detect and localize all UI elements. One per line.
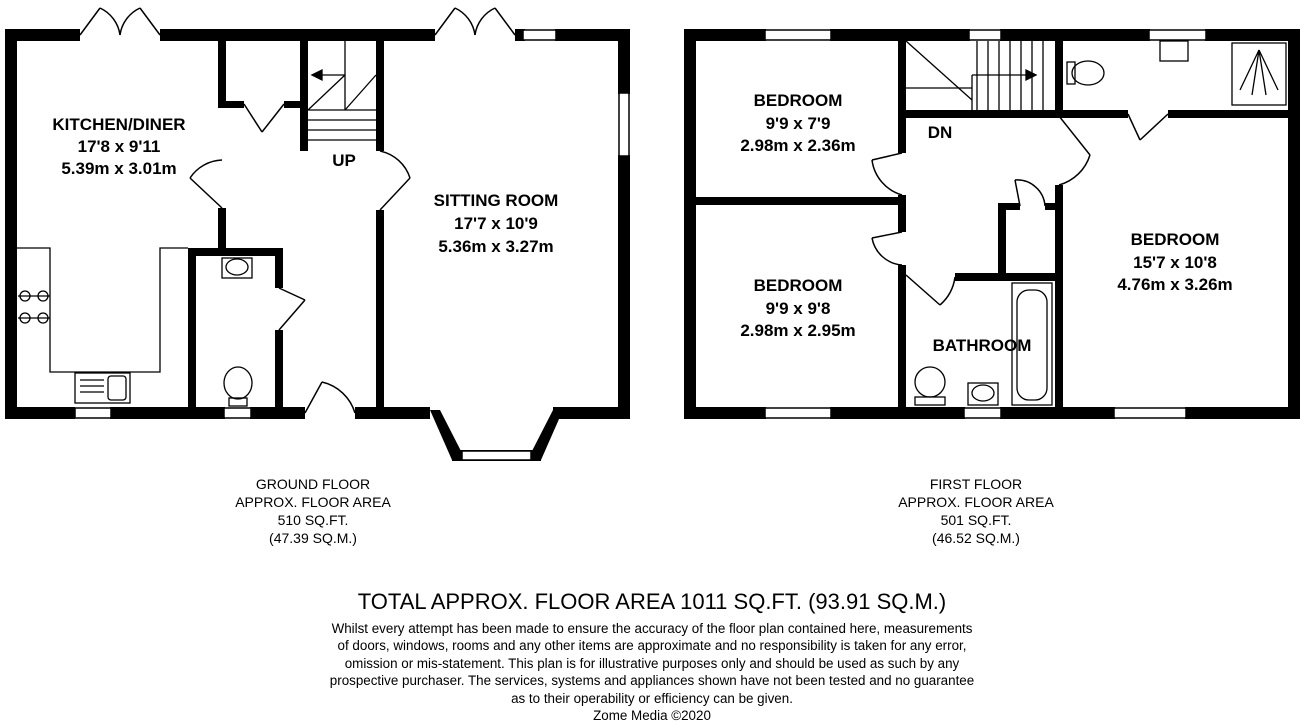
ensuite-fixtures (1067, 41, 1286, 105)
disclaimer-line: as to their operability or efficiency can be given. (511, 690, 793, 706)
svg-text:9'9 x 7'9: 9'9 x 7'9 (765, 114, 831, 133)
room-label-bathroom: BATHROOM (932, 336, 1032, 355)
toilet-icon (915, 367, 945, 397)
ground-floor-title: GROUND FLOOR (255, 476, 371, 492)
first-floor-plan (684, 29, 1300, 419)
ground-floor-sqm: (47.39 SQ.M.) (269, 530, 357, 546)
stairs-up-label: UP (332, 151, 356, 170)
svg-text:5.36m x 3.27m: 5.36m x 3.27m (438, 237, 554, 256)
ground-floor-area (213, 475, 413, 547)
svg-text:17'7 x 10'9: 17'7 x 10'9 (454, 214, 538, 233)
ground-floor-sqft: 510 SQ.FT. (277, 512, 349, 528)
basin-icon (1160, 41, 1188, 61)
svg-text:4.76m x 3.26m: 4.76m x 3.26m (1117, 275, 1233, 294)
svg-text:17'8 x 9'11: 17'8 x 9'11 (77, 137, 161, 156)
svg-text:15'7 x 10'8: 15'7 x 10'8 (1133, 253, 1217, 272)
wc-fixtures (222, 258, 252, 406)
sink-icon (75, 373, 130, 403)
kitchen-fixtures (17, 248, 188, 403)
svg-text:BEDROOM: BEDROOM (1130, 230, 1220, 249)
room-label-bedroom-3 (1117, 230, 1232, 294)
svg-text:SITTING ROOM: SITTING ROOM (433, 191, 559, 210)
svg-text:5.39m x 3.01m: 5.39m x 3.01m (61, 159, 177, 178)
room-label-sitting-room (434, 191, 559, 256)
first-floor-title: FIRST FLOOR (929, 476, 1023, 492)
first-floor-sqm: (46.52 SQ.M.) (932, 530, 1020, 546)
first-floor-stairs (906, 41, 1043, 110)
room-label-bedroom-1 (740, 91, 855, 155)
disclaimer (0, 620, 1304, 724)
svg-text:KITCHEN/DINER: KITCHEN/DINER (52, 115, 186, 134)
disclaimer-line: of doors, windows, rooms and any other items are approximate and no responsibility is taken for any error, (337, 638, 967, 654)
room-label-kitchen (52, 115, 185, 178)
toilet-icon (1072, 61, 1104, 85)
credit: Zome Media ©2020 (593, 708, 711, 724)
svg-text:BEDROOM: BEDROOM (753, 91, 843, 110)
svg-text:2.98m x 2.95m: 2.98m x 2.95m (740, 321, 856, 340)
ground-floor-stairs (308, 41, 376, 140)
svg-text:BEDROOM: BEDROOM (753, 276, 843, 295)
first-floor-area (876, 475, 1076, 547)
disclaimer-line: prospective purchaser. The services, systems and appliances shown have not been tested and no guarantee (329, 673, 975, 689)
svg-text:2.98m x 2.36m: 2.98m x 2.36m (740, 136, 856, 155)
disclaimer-line: omission or mis-statement. This plan is for illustrative purposes only and should be used as such by any (344, 655, 960, 671)
svg-text:9'9 x 9'8: 9'9 x 9'8 (765, 299, 831, 318)
ground-floor-doors (77, 8, 515, 413)
room-label-bedroom-2 (740, 276, 855, 340)
stairs-down-label: DN (927, 123, 953, 142)
first-floor-windows (765, 30, 1206, 418)
ground-floor-area-label: APPROX. FLOOR AREA (235, 494, 391, 510)
total-floor-area: TOTAL APPROX. FLOOR AREA 1011 SQ.FT. (93.91 SQ.M.) (357, 589, 947, 614)
first-floor-area-label: APPROX. FLOOR AREA (898, 494, 1054, 510)
disclaimer-line: Whilst every attempt has been made to ensure the accuracy of the floor plan contained here, measurements (331, 621, 973, 636)
toilet-icon (224, 367, 252, 399)
first-floor-sqft: 501 SQ.FT. (940, 512, 1012, 528)
